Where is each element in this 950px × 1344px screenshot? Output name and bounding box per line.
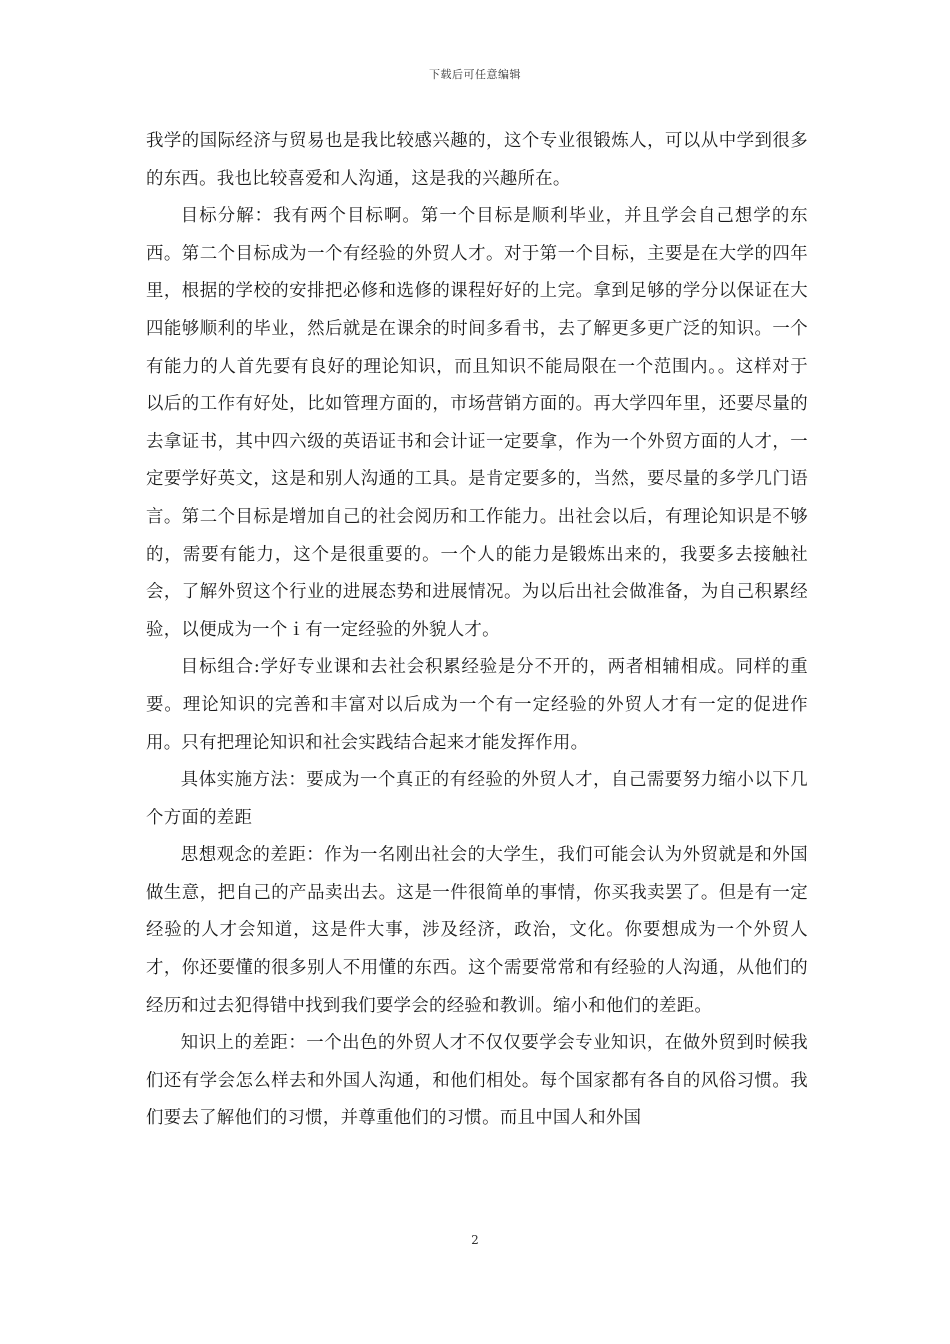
paragraph-goal-breakdown: 目标分解：我有两个目标啊。第一个目标是顺利毕业，并且学会自己想学的东西。第二个目标成为一个有经验的外贸人才。对于第一个目标，主要是在大学的四年里，根据的学校的安排把必修和选修的课程好好的上完。拿到足够的学分以保证在大四能够顺利的毕业，然后就是在课余的时间多看书，去了解更多更广泛的知识。一个有能力的人首先要有良好的理论知识，而且知识不能局限在一个范围内。。这样对于以后的工作有好处，比如管理方面的，市场营销方面的。再大学四年里，还要尽量的去拿证书，其中四六级的英语证书和会计证一定要拿，作为一个外贸方面的人才，一定要学好英文，这是和别人沟通的工具。是肯定要多的，当然，要尽量的多学几门语言。第二个目标是增加自己的社会阅历和工作能力。出社会以后，有理论知识是不够的，需要有能力，这个是很重要的。一个人的能力是锻炼出来的，我要多去接触社会，了解外贸这个行业的进展态势和进展情况。为以后出社会做准备，为自己积累经验，以便成为一个ｉ有一定经验的外貌人才。 [146, 206, 808, 640]
paragraph-knowledge-gap: 知识上的差距：一个出色的外贸人才不仅仅要学会专业知识，在做外贸到时候我们还有学会怎么样去和外国人沟通，和他们相处。每个国家都有各自的风俗习惯。我们要去了解他们的习惯，并尊重他们的习惯。而且中国人和外国 [146, 1033, 808, 1129]
paragraph-mindset-gap: 思想观念的差距：作为一名刚出社会的大学生，我们可能会认为外贸就是和外国做生意，把自己的产品卖出去。这是一件很简单的事情，你买我卖罢了。但是有一定经验的人才会知道，这是件大事，涉及经济，政治，文化。你要想成为一个外贸人才，你还要懂的很多别人不用懂的东西。这个需要常常和有经验的人沟通，从他们的经历和过去犯得错中找到我们要学会的经验和教训。缩小和他们的差距。 [146, 845, 808, 1016]
page-header: 下载后可任意编辑 [429, 68, 521, 81]
document-body [146, 123, 808, 1138]
page-number: 2 [471, 1233, 479, 1247]
paragraph-goal-combination: 目标组合:学好专业课和去社会积累经验是分不开的，两者相辅相成。同样的重要。理论知识的完善和丰富对以后成为一个有一定经验的外贸人才有一定的促进作用。只有把理论知识和社会实践结合起来才能发挥作用。 [146, 657, 808, 753]
paragraph-implementation: 具体实施方法：要成为一个真正的有经验的外贸人才，自己需要努力缩小以下几个方面的差距 [146, 770, 808, 828]
paragraph-interest: 我学的国际经济与贸易也是我比较感兴趣的，这个专业很锻炼人，可以从中学到很多的东西。我也比较喜爱和人沟通，这是我的兴趣所在。 [146, 131, 808, 189]
